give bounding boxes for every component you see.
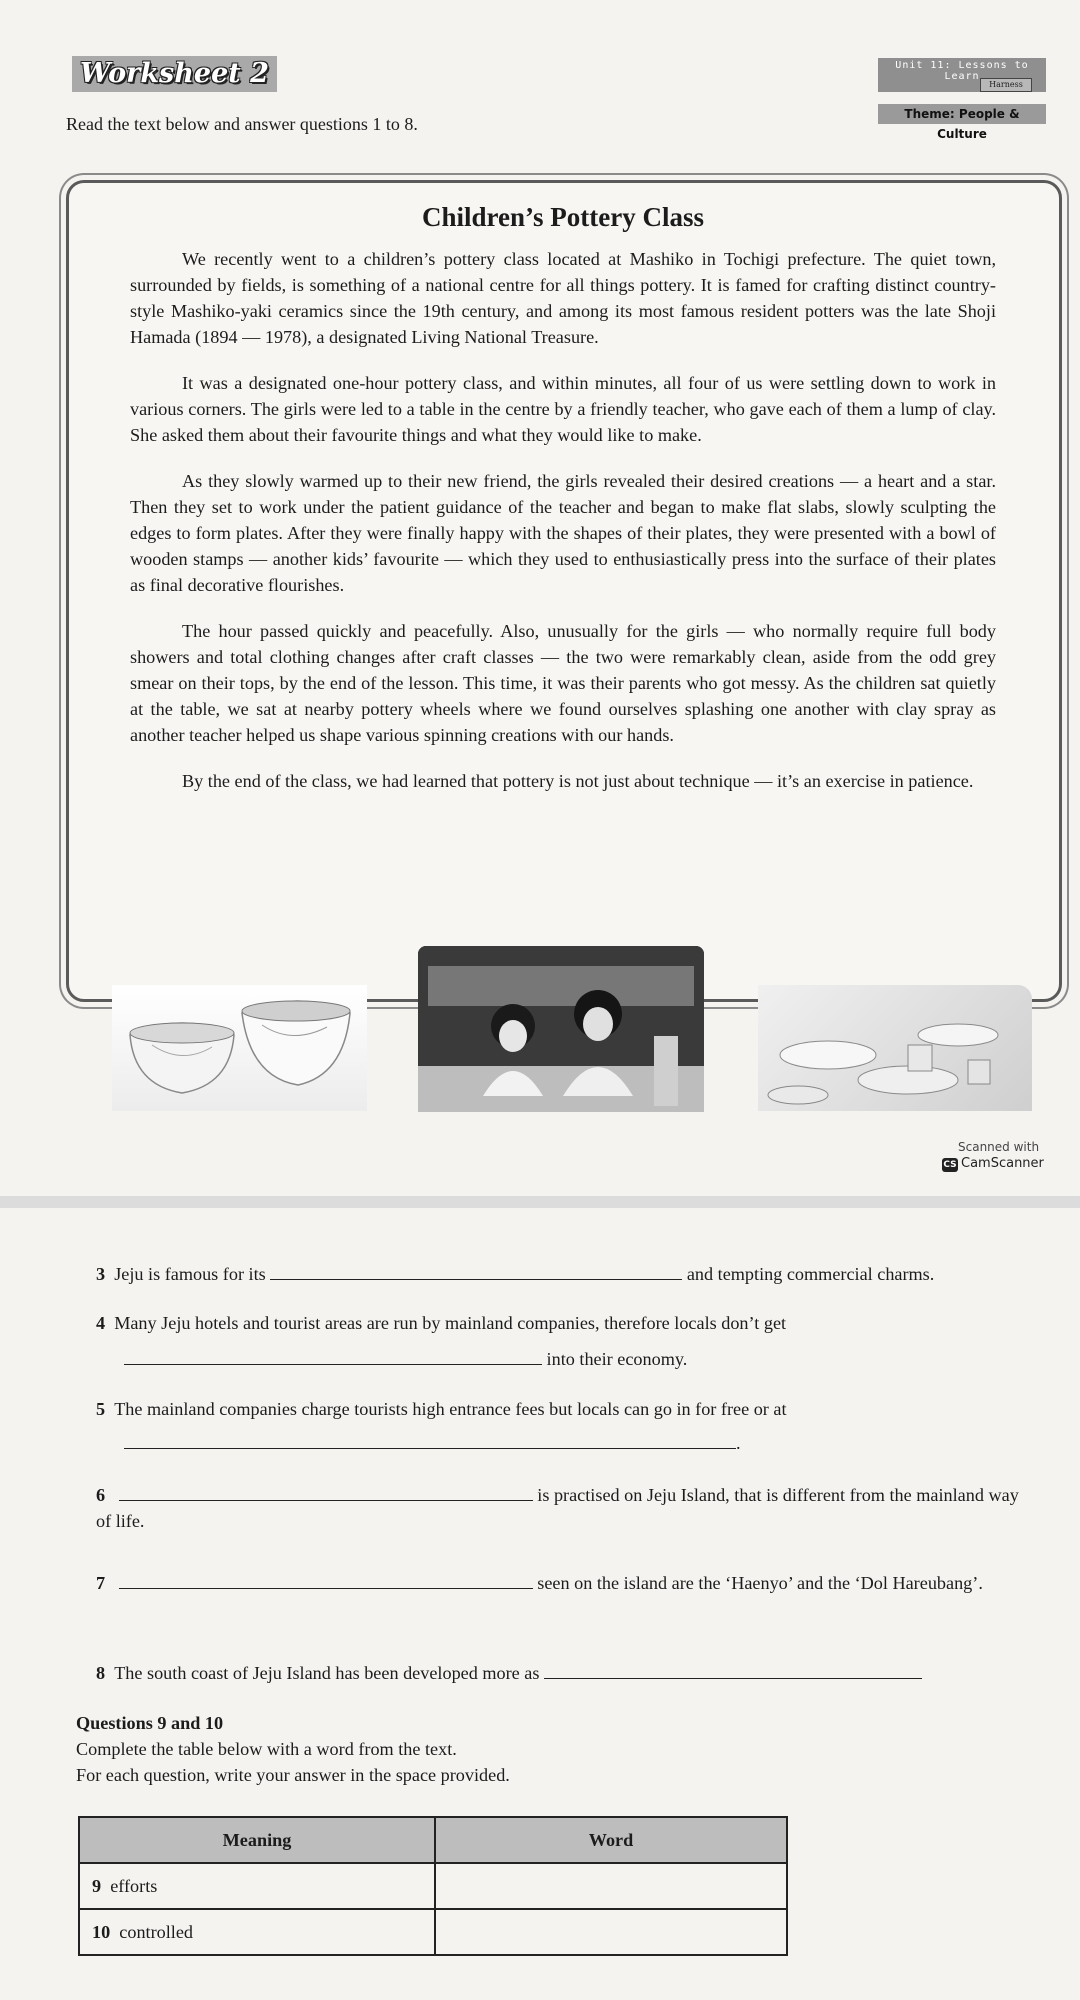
answer-blank-7[interactable] bbox=[119, 1570, 533, 1589]
photo-dishes bbox=[758, 985, 1032, 1111]
scanner-brand bbox=[942, 1156, 1044, 1172]
header-meaning: Meaning bbox=[79, 1817, 435, 1863]
question-4-line2: into their economy. bbox=[124, 1346, 687, 1372]
passage-paragraph: It was a designated one-hour pottery class, and within minutes, all four of us were settling down to work in various corners. The girls were led to a table in the centre by a friendly teacher, who gave each of them a lump of clay. She asked them about their favourite things and what they would like to make. bbox=[130, 373, 996, 445]
passage bbox=[130, 200, 996, 814]
camscanner-icon: CS bbox=[943, 1160, 957, 1170]
passage-title: Children’s Pottery Class bbox=[422, 202, 704, 232]
theme-label: Theme: People & Culture bbox=[878, 104, 1046, 124]
answer-blank-6[interactable] bbox=[119, 1482, 533, 1501]
instruction-text: Read the text below and answer questions 1 to 8. bbox=[66, 114, 418, 134]
question-5: 5 The mainland companies charge tourists high entrance fees but locals can go in for free or at bbox=[96, 1399, 787, 1419]
header-word: Word bbox=[435, 1817, 787, 1863]
unit-label: Unit 11: Lessons to Learn bbox=[895, 60, 1029, 82]
answer-blank-5[interactable] bbox=[124, 1430, 736, 1449]
section-heading: Questions 9 and 10 bbox=[76, 1713, 224, 1733]
section-instructions bbox=[76, 1710, 510, 1788]
table-row bbox=[79, 1863, 787, 1909]
word-answer-cell-9[interactable] bbox=[435, 1863, 787, 1909]
photo-bowls bbox=[112, 985, 367, 1111]
page-separator bbox=[0, 1196, 1080, 1208]
question-8: 8 The south coast of Jeju Island has been developed more as bbox=[96, 1660, 1026, 1686]
question-5-line2: . bbox=[124, 1430, 741, 1456]
question-7: 7 seen on the island are the ‘Haenyo’ and the ‘Dol Hareubang’. bbox=[96, 1570, 1026, 1596]
scanner-text: Scanned with bbox=[958, 1140, 1040, 1154]
passage-paragraph: By the end of the class, we had learned that pottery is not just about technique — it’s an exercise in patience. bbox=[182, 771, 974, 791]
photo-children bbox=[418, 946, 704, 1112]
scanner-name: CamScanner bbox=[961, 1156, 1044, 1171]
bowls-illustration bbox=[112, 985, 367, 1111]
answer-table bbox=[78, 1816, 788, 1956]
meaning-cell: 9 efforts bbox=[79, 1863, 435, 1909]
section-line2: For each question, write your answer in the space provided. bbox=[76, 1765, 510, 1785]
children-illustration bbox=[418, 946, 704, 1112]
section-line1: Complete the table below with a word from the text. bbox=[76, 1739, 457, 1759]
passage-paragraph: The hour passed quickly and peacefully. Also, unusually for the girls — who normally require full body showers and total clothing changes after craft classes — the two were remarkably clean, aside from the odd grey smear on their tops, by the end of the lesson. This time, it was their parents who got messy. As the children sat quietly at the table, we sat at nearby pottery wheels where we found ourselves splashing one another with clay spray as another teacher helped us shape various spinning creations with our hands. bbox=[130, 621, 996, 745]
answer-blank-3[interactable] bbox=[270, 1261, 682, 1280]
passage-paragraph: We recently went to a children’s pottery class located at Mashiko in Tochigi prefecture. The quiet town, surrounded by fields, is something of a national centre for all things pottery. It is famed for crafting distinct country-style Mashiko-yaki ceramics since the 19th century, and among its most famous resident potters was the late Shoji Hamada (1894 — 1978), a designated Living National Treasure. bbox=[130, 249, 996, 347]
unit-badge: Harness bbox=[980, 78, 1032, 92]
answer-blank-4[interactable] bbox=[124, 1346, 542, 1365]
question-3: 3 Jeju is famous for its and tempting commercial charms. bbox=[96, 1261, 1026, 1287]
dishes-illustration bbox=[758, 985, 1032, 1111]
passage-paragraph: As they slowly warmed up to their new friend, the girls revealed their desired creations — a heart and a star. Then they set to work under the patient guidance of the teacher and began to make flat slabs, slowly sculpting the edges to form plates. After they were finally happy with the shapes of their plates, they were presented with a bowl of wooden stamps — another kids’ favourite — which they used to enthusiastically press into the surface of their plates as final decorative flourishes. bbox=[130, 471, 996, 595]
word-answer-cell-10[interactable] bbox=[435, 1909, 787, 1955]
answer-blank-8[interactable] bbox=[544, 1660, 922, 1679]
table-row bbox=[79, 1909, 787, 1955]
question-6: 6 is practised on Jeju Island, that is different from the mainland way of life. bbox=[96, 1482, 1026, 1534]
meaning-cell: 10 controlled bbox=[79, 1909, 435, 1955]
question-4: 4 Many Jeju hotels and tourist areas are run by mainland companies, therefore locals don’t get bbox=[96, 1313, 787, 1333]
table-header-row bbox=[79, 1817, 787, 1863]
worksheet-title: Worksheet 2 bbox=[72, 56, 277, 92]
